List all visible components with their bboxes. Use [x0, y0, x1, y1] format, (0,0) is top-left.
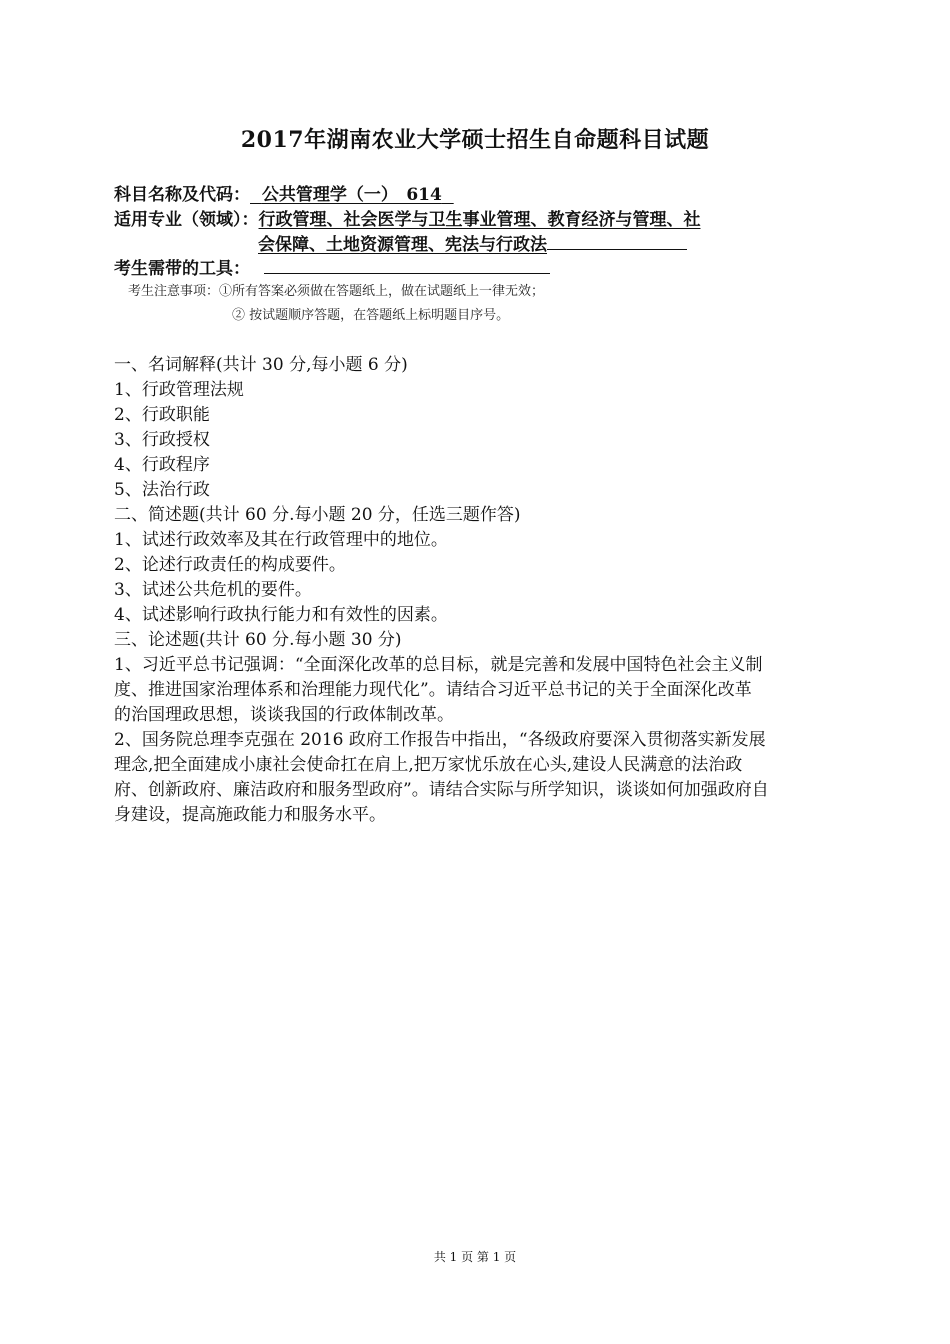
essay-question-1-line: 度、推进国家治理体系和治理能力现代化”。请结合习近平总书记的关于全面深化改革 [114, 680, 752, 700]
list-item: 3、试述公共危机的要件。 [114, 580, 312, 600]
majors-blank-line [547, 233, 687, 250]
section-1-heading: 一、名词解释(共计 30 分,每小题 6 分) [114, 355, 408, 375]
essay-question-1-line: 1、习近平总书记强调：“全面深化改革的总目标，就是完善和发展中国特色社会主义制 [114, 655, 763, 675]
majors-row-2 [258, 230, 687, 255]
list-item: 2、行政职能 [114, 405, 210, 425]
list-item: 4、试述影响行政执行能力和有效性的因素。 [114, 605, 448, 625]
majors-line1: 行政管理、社会医学与卫生事业管理、教育经济与管理、社 [258, 210, 701, 230]
majors-row [114, 205, 701, 230]
page-title: 2017年湖南农业大学硕士招生自命题科目试题 [240, 127, 710, 153]
list-item: 3、行政授权 [114, 430, 210, 450]
list-item: 5、法治行政 [114, 480, 210, 500]
essay-question-2-line: 府、创新政府、廉洁政府和服务型政府”。请结合实际与所学知识，谈谈如何加强政府自 [114, 780, 769, 800]
essay-question-2-line: 理念,把全面建成小康社会使命扛在肩上,把万家忧乐放在心头,建设人民满意的法治政 [114, 755, 743, 775]
section-2-heading: 二、简述题(共计 60 分.每小题 20 分，任选三题作答) [114, 505, 521, 525]
list-item: 1、试述行政效率及其在行政管理中的地位。 [114, 530, 448, 550]
subject-value-text: 公共管理学（一） 614 [261, 185, 442, 205]
notice-line-2: ② 按试题顺序答题，在答题纸上标明题目序号。 [232, 308, 510, 323]
notice-line-1: 考生注意事项：①所有答案必须做在答题纸上，做在试题纸上一律无效； [128, 284, 545, 299]
essay-question-2-line: 2、国务院总理李克强在 2016 政府工作报告中指出，“各级政府要深入贯彻落实新发展 [114, 730, 766, 750]
subject-label: 科目名称及代码： [114, 185, 250, 205]
subject-row [114, 180, 454, 205]
tools-row [114, 254, 550, 279]
tools-blank-line [264, 257, 550, 274]
list-item: 4、行政程序 [114, 455, 210, 475]
section-3-heading: 三、论述题(共计 60 分.每小题 30 分) [114, 630, 402, 650]
majors-line2: 会保障、土地资源管理、宪法与行政法 [258, 235, 547, 255]
tools-label: 考生需带的工具： [114, 259, 250, 279]
list-item: 1、行政管理法规 [114, 380, 244, 400]
page-footer: 共 1 页 第 1 页 [433, 1250, 517, 1264]
essay-question-1-line: 的治国理政思想，谈谈我国的行政体制改革。 [114, 705, 454, 725]
majors-label: 适用专业（领域）： [114, 210, 259, 230]
essay-question-2-line: 身建设，提高施政能力和服务水平。 [114, 805, 386, 825]
subject-value [250, 185, 454, 205]
list-item: 2、论述行政责任的构成要件。 [114, 555, 346, 575]
